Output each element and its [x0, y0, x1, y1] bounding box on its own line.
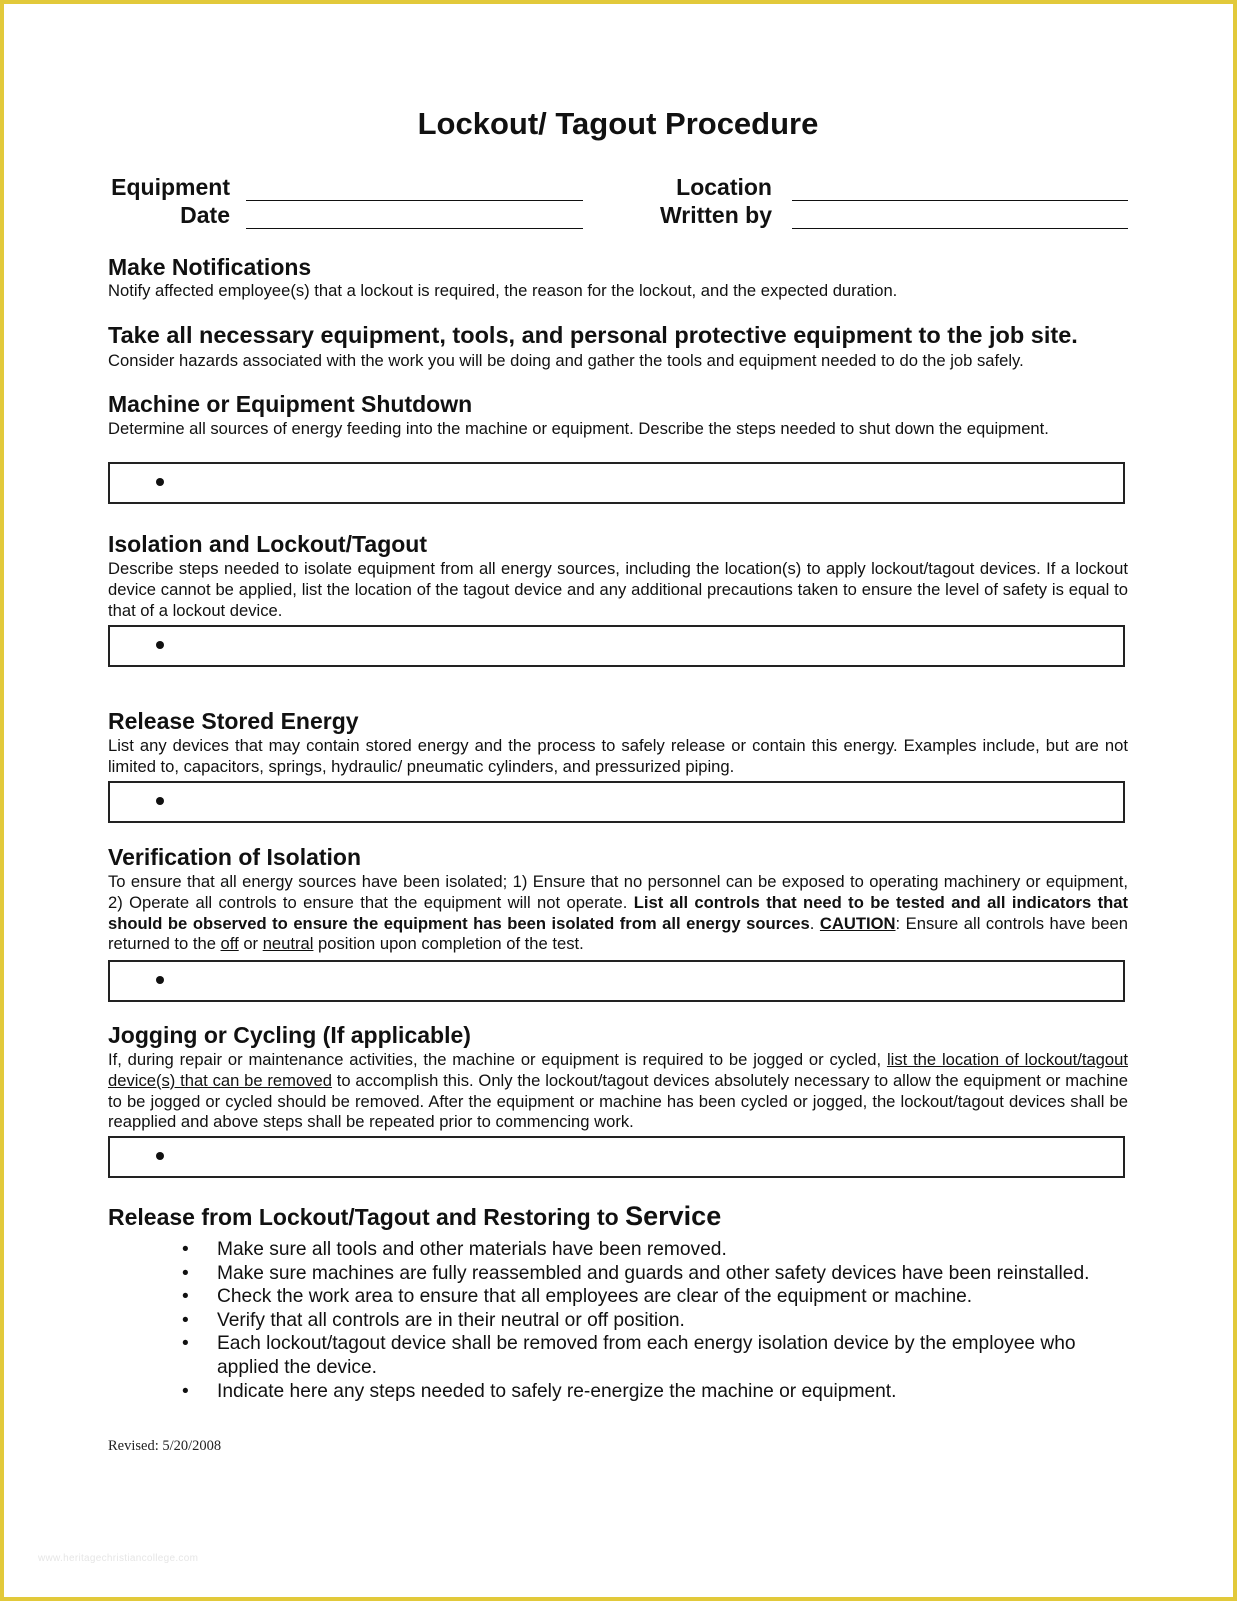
list-item: • Check the work area to ensure that all employees are clear of the equipment or machine.: [182, 1286, 973, 1308]
verification-text-1: To ensure that all energy sources have been isolated; 1) Ensure that no personnel can be exposed to operating machinery or equipment, 2) Operate all controls to ensure that the equipment will not operate.: [108, 872, 1128, 912]
shutdown-text: Determine all sources of energy feeding into the machine or equipment. Describe the steps needed to shut down the equipment.: [108, 419, 1049, 438]
list-item: • Each lockout/tagout device shall be removed from each energy isolation device by the employee who applied the device.: [182, 1333, 1076, 1378]
jogging-entry-box[interactable]: [108, 1136, 1125, 1178]
location-label: Location: [676, 174, 772, 200]
isolation-text: Describe steps needed to isolate equipment from all energy sources, including the location(s) to apply lockout/tagout devices. If a lockout device cannot be applied, list the location of the tagout device and any additional precautions taken to ensure the level of safety is equal to that of a lockout device.: [108, 559, 1128, 620]
verification-text-3: : Ensure all controls have been returned to the: [108, 913, 1128, 954]
restoring-heading-text: Release from Lockout/Tagout and Restoring to: [108, 1204, 626, 1230]
verification-text-2: .: [809, 913, 820, 933]
caution-label: CAUTION: [819, 913, 896, 933]
written-by-field[interactable]: [792, 228, 1128, 229]
bullet-icon: [156, 478, 164, 486]
document-title: Lockout/ Tagout Procedure: [417, 106, 819, 141]
bullet-icon: •: [182, 1286, 189, 1308]
date-field[interactable]: [246, 228, 583, 229]
jogging-text-2: to accomplish this. Only the lockout/tagout devices absolutely necessary to allow the equipment or machine to be jogged or cycled should be removed. After the equipment or machine has been cycled or jogged, the lockout/tagout devices shall be reapplied and above steps shall be repeated prior to commencing work.: [108, 1070, 1128, 1132]
restoring-heading: [108, 1201, 721, 1232]
verification-text-5: position upon completion of the test.: [313, 934, 584, 954]
list-item: • Make sure all tools and other materials have been removed.: [182, 1239, 727, 1260]
location-field[interactable]: [792, 200, 1128, 201]
jogging-text-underlined: list the location of lockout/tagout device(s) that can be removed: [108, 1050, 1128, 1090]
verification-text-bold: List all controls that need to be tested and all indicators that should be observed to ensure the equipment has been isolated from all energy sources: [108, 892, 1128, 933]
equipment-tools-heading: Take all necessary equipment, tools, and personal protective equipment to the job site.: [108, 322, 1078, 348]
shutdown-heading: Machine or Equipment Shutdown: [108, 391, 473, 417]
notifications-text: Notify affected employee(s) that a lockout is required, the reason for the lockout, and the expected duration.: [108, 281, 898, 300]
bullet-icon: •: [182, 1380, 189, 1402]
jogging-heading: Jogging or Cycling (If applicable): [108, 1022, 471, 1048]
verification-entry-box[interactable]: [108, 960, 1125, 1002]
notifications-heading: Make Notifications: [108, 254, 312, 280]
stored-energy-entry-box[interactable]: [108, 781, 1125, 823]
off-label: off: [220, 934, 239, 954]
stored-energy-heading: Release Stored Energy: [108, 708, 359, 734]
bullet-icon: [156, 976, 164, 984]
neutral-label: neutral: [262, 934, 314, 954]
jogging-text-1: If, during repair or maintenance activities, the machine or equipment is required to be jogged or cycled,: [108, 1050, 887, 1069]
isolation-heading: Isolation and Lockout/Tagout: [108, 531, 428, 557]
bullet-icon: •: [182, 1262, 189, 1284]
written-by-label: Written by: [659, 202, 772, 228]
restoring-list: [108, 1238, 1128, 1403]
verification-text-4: or: [238, 934, 263, 954]
bullet-icon: •: [182, 1239, 189, 1260]
bullet-icon: •: [182, 1333, 189, 1355]
list-item: • Make sure machines are fully reassembled and guards and other safety devices have been reinstalled.: [182, 1262, 1090, 1284]
verification-heading: Verification of Isolation: [108, 844, 362, 870]
revised-date: Revised: 5/20/2008: [108, 1438, 222, 1454]
restoring-heading-service: Service: [625, 1201, 722, 1231]
date-label: Date: [180, 202, 230, 228]
list-item: • Indicate here any steps needed to safely re-energize the machine or equipment.: [182, 1380, 897, 1402]
shutdown-entry-box[interactable]: [108, 462, 1125, 504]
bullet-icon: [156, 1152, 164, 1160]
list-item: • Verify that all controls are in their neutral or off position.: [182, 1309, 685, 1331]
bullet-icon: [156, 641, 164, 649]
bullet-icon: •: [182, 1309, 189, 1331]
verification-text: [108, 872, 1128, 955]
watermark: www.heritagechristiancollege.com: [38, 1553, 199, 1564]
bullet-icon: [156, 797, 164, 805]
jogging-text: [108, 1050, 1128, 1133]
equipment-field[interactable]: [246, 200, 583, 201]
equipment-tools-text: Consider hazards associated with the work you will be doing and gather the tools and equipment needed to do the job safely.: [108, 351, 1024, 370]
isolation-entry-box[interactable]: [108, 625, 1125, 667]
equipment-label: Equipment: [111, 174, 230, 200]
stored-energy-text: List any devices that may contain stored energy and the process to safely release or contain this energy. Examples include, but are not limited to, capacitors, springs, hydraulic/ pneumatic cylinders, and pressurized piping.: [108, 736, 1128, 776]
